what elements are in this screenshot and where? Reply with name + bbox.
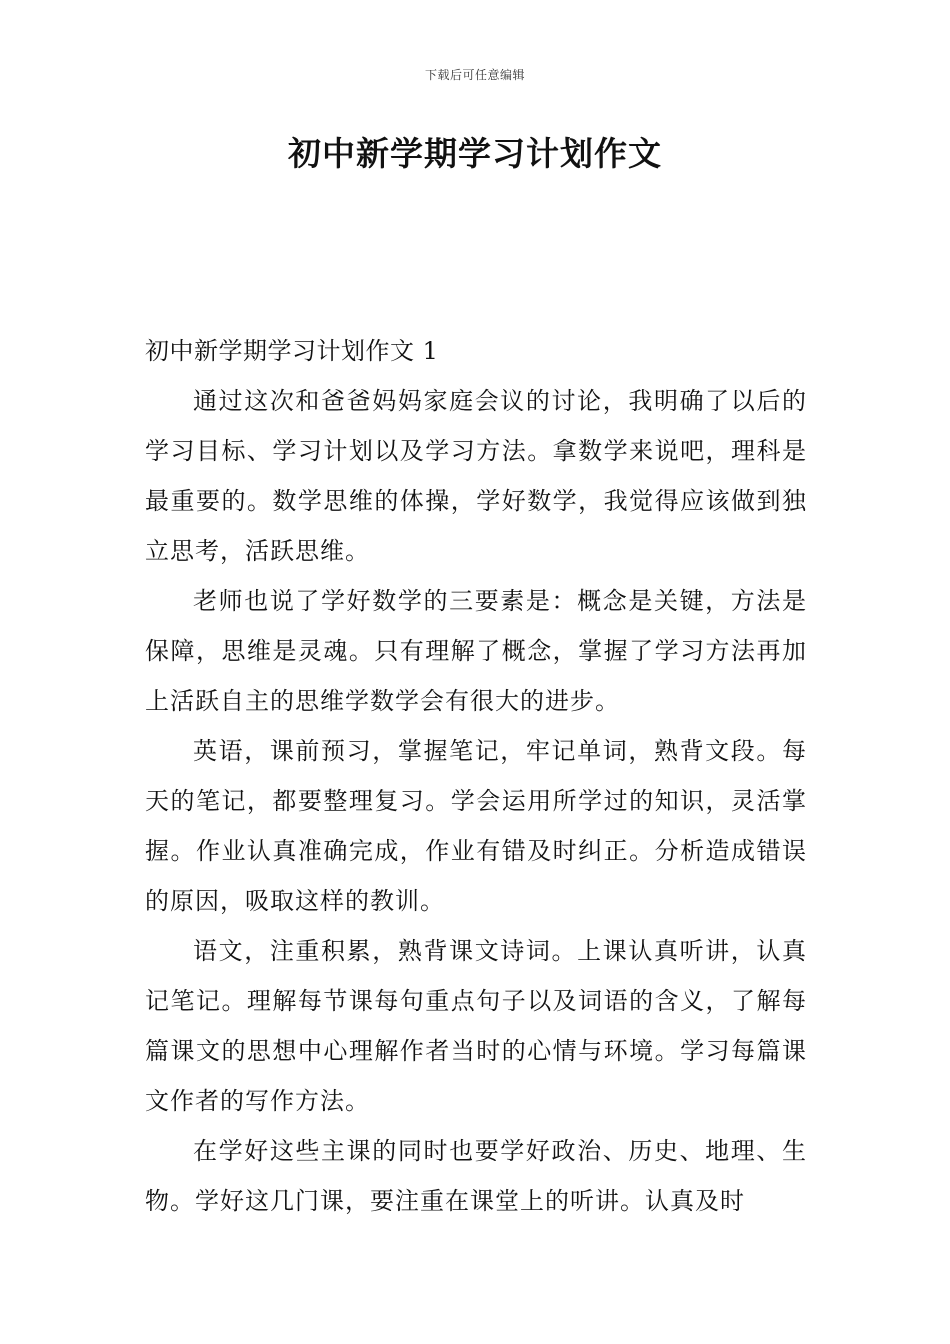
paragraph-1: 通过这次和爸爸妈妈家庭会议的讨论，我明确了以后的学习目标、学习计划以及学习方法。拿数学来说吧，理科是最重要的。数学思维的体操，学好数学，我觉得应该做到独立思考，活跃思维。 (145, 387, 807, 565)
header-note: 下载后可任意编辑 (424, 68, 525, 82)
document-body (145, 326, 807, 1226)
paragraph-2: 老师也说了学好数学的三要素是：概念是关键，方法是保障，思维是灵魂。只有理解了概念，掌握了学习方法再加上活跃自主的思维学数学会有很大的进步。 (145, 587, 807, 715)
section-heading: 初中新学期学习计划作文 1 (145, 337, 439, 365)
paragraph-4: 语文，注重积累，熟背课文诗词。上课认真听讲，认真记笔记。理解每节课每句重点句子以及词语的含义，了解每篇课文的思想中心理解作者当时的心情与环境。学习每篇课文作者的写作方法。 (145, 937, 807, 1115)
paragraph-5: 在学好这些主课的同时也要学好政治、历史、地理、生物。学好这几门课，要注重在课堂上的听讲。认真及时 (145, 1137, 807, 1215)
paragraph-3: 英语，课前预习，掌握笔记，牢记单词，熟背文段。每天的笔记，都要整理复习。学会运用所学过的知识，灵活掌握。作业认真准确完成，作业有错及时纠正。分析造成错误的原因，吸取这样的教训。 (145, 737, 807, 915)
document-title: 初中新学期学习计划作文 (288, 134, 662, 173)
